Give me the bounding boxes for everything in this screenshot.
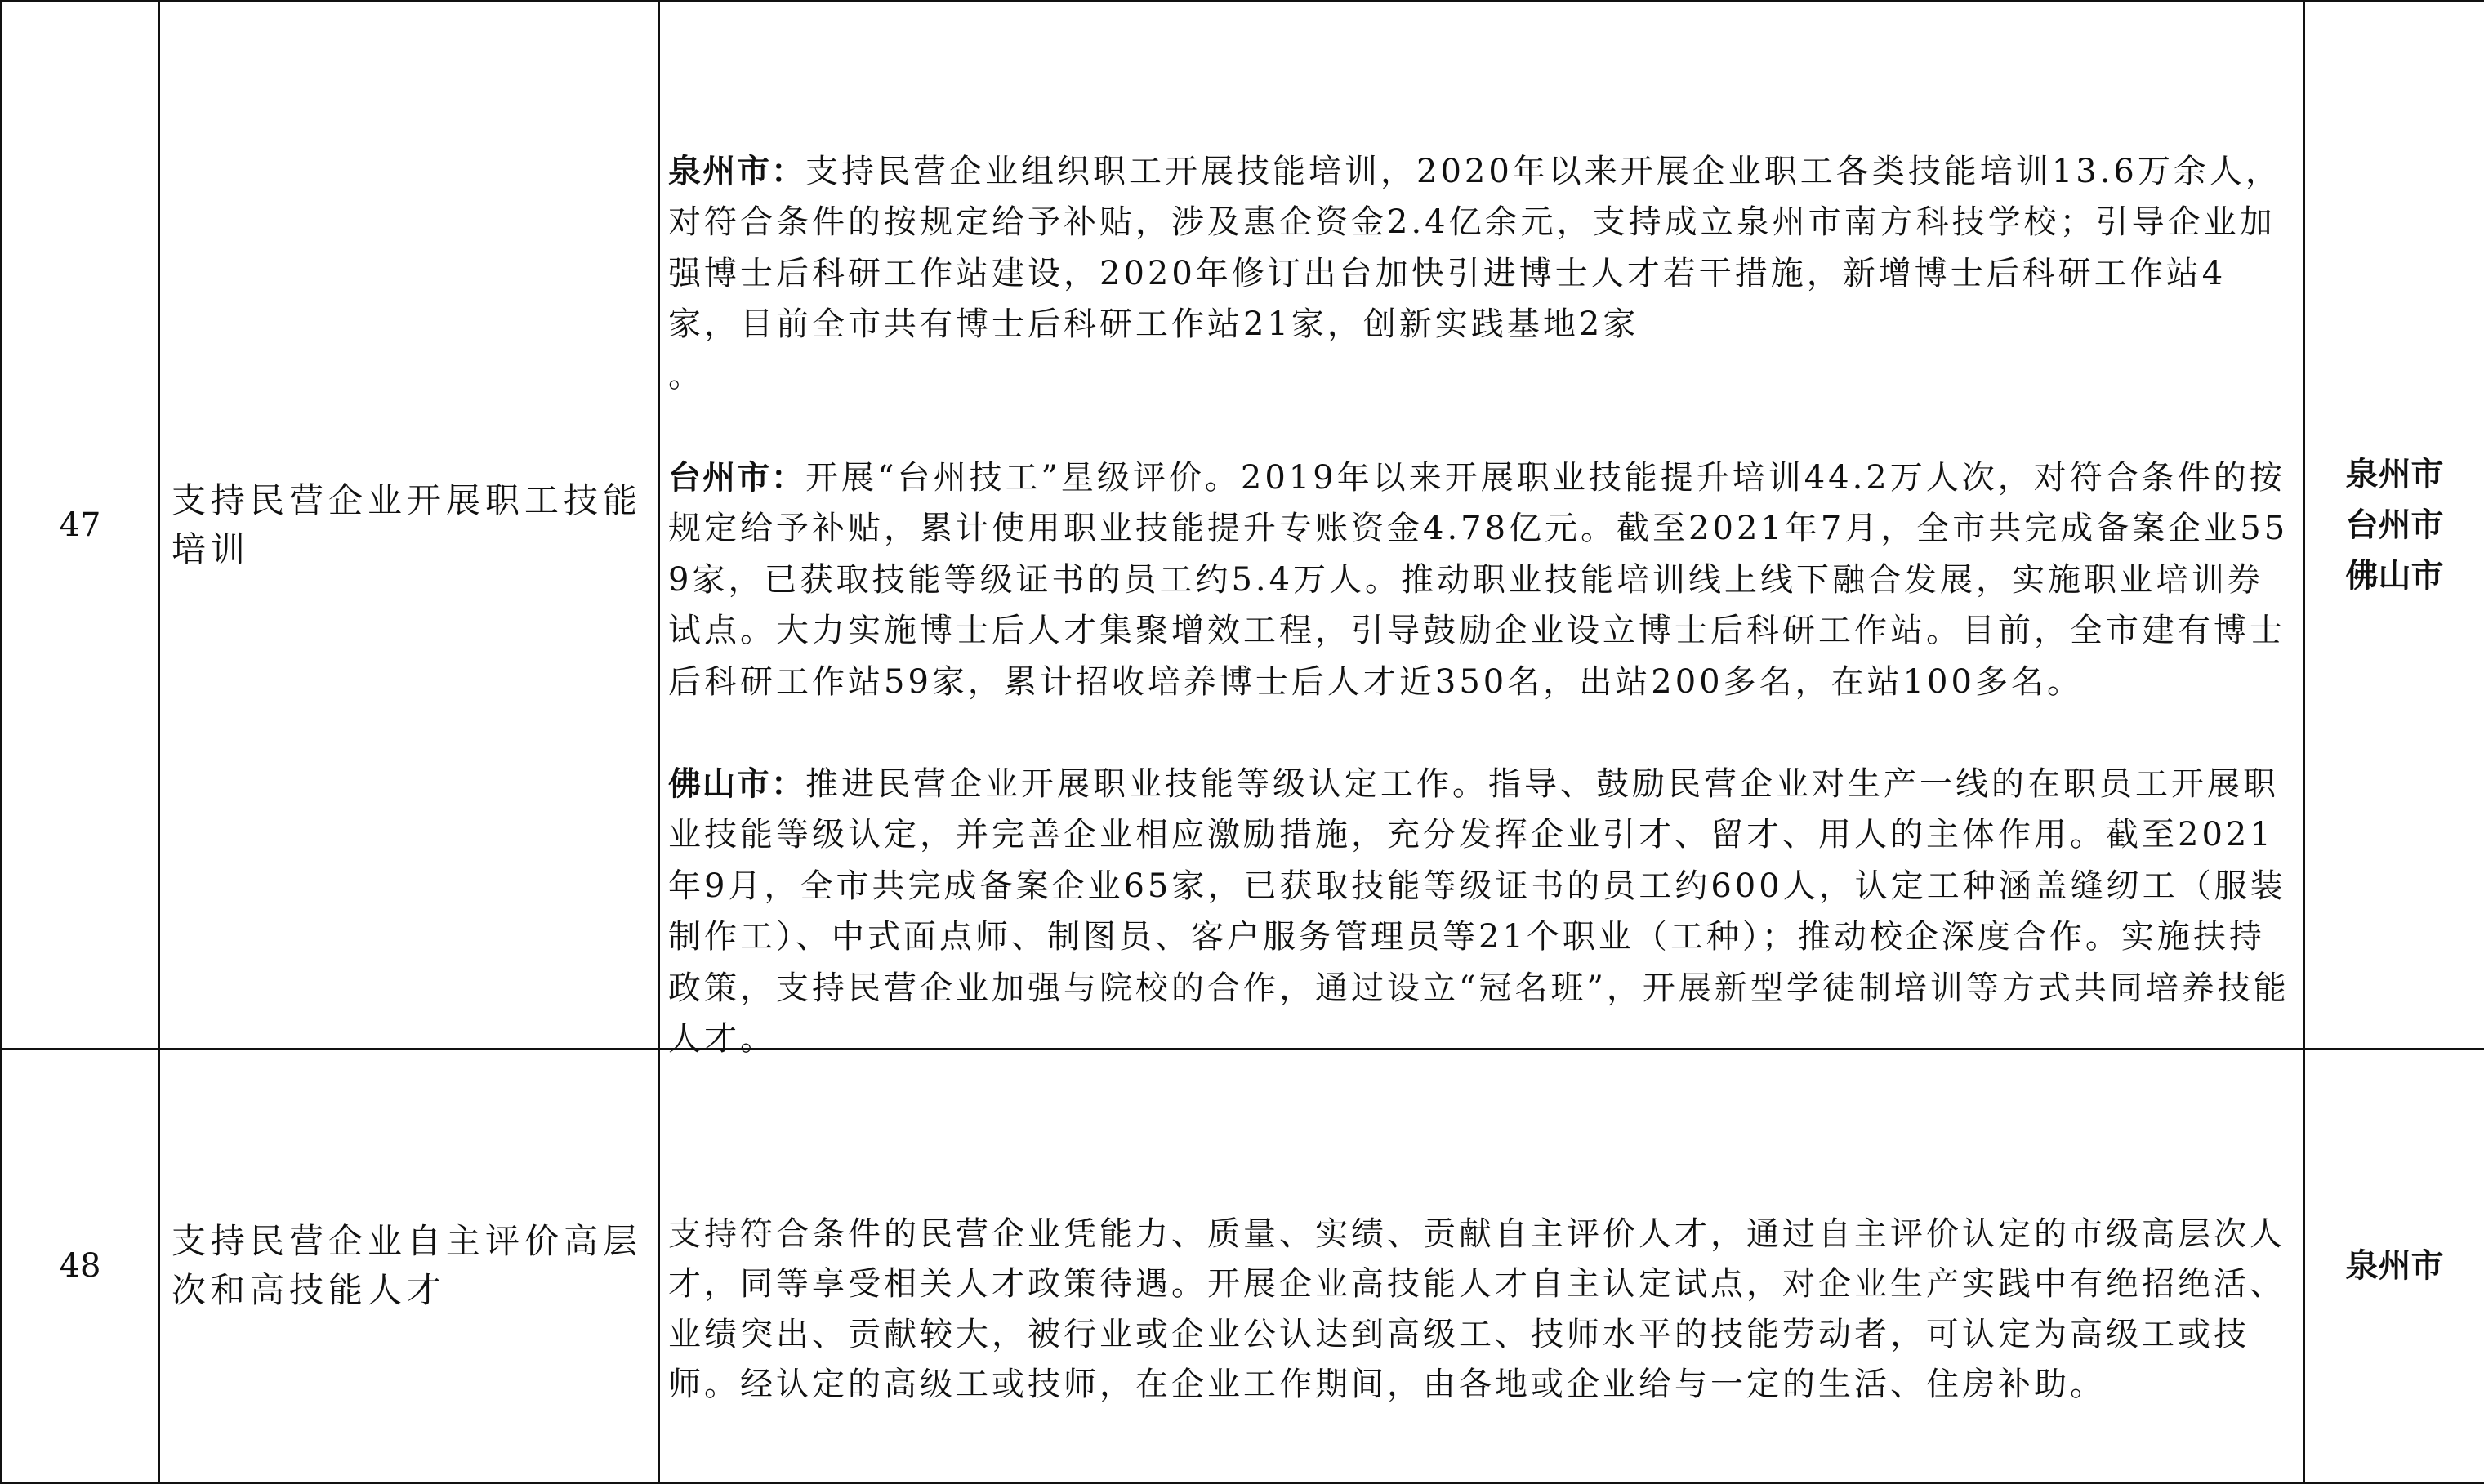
city-name: 泉州市 [2305,1241,2484,1291]
detail-paragraph [668,452,2298,708]
row-number: 48 [2,1049,159,1483]
detail-paragraph [668,759,2298,1065]
applicable-cities [2304,2,2484,1049]
city-name: 泉州市 [2305,449,2484,500]
detail-paragraph [668,1210,2298,1410]
city-label: 泉州市： [668,153,805,190]
applicable-cities [2304,1049,2484,1483]
city-label: 台州市： [668,459,805,497]
measure-title: 支持民营企业开展职工技能培训 [159,2,659,1049]
table-row [2,2,2484,1049]
paragraph-text: 支持符合条件的民营企业凭能力、质量、实绩、贡献自主评价人才，通过自主评价认定的市级高层次人才，同等享受相关人才政策待遇。开展企业高技能人才自主认定试点，对企业生产实践中有绝招绝活、业绩突出、贡献较大，被行业或企业公认达到高级工、技师水平的技能劳动者，可认定为高级工或技师。经认定的高级工或技师，在企业工作期间，由各地或企业给与一定的生活、住房补助。 [668,1215,2286,1404]
measure-details [659,2,2304,1049]
details-text-block [668,95,2298,1116]
table-row [2,1049,2484,1483]
paragraph-text: 开展“台州技工”星级评价。2019年以来开展职业技能提升培训44.2万人次，对符合条件的按规定给予补贴，累计使用职业技能提升专账资金4.78亿元。截至2021年7月，全市共完成备案企业559家，已获取技能等级证书的员工约5.4万人。推动职业技能培训线上线下融合发展，实施职业培训券试点。大力实施博士后人才集聚增效工程，引导鼓励企业设立博士后科研工作站。目前，全市建有博士后科研工作站59家，累计招收培养博士后人才近350名，出站200多名，在站100多名。 [668,459,2288,701]
city-name: 佛山市 [2305,550,2484,601]
paragraph-text: 推进民营企业开展职业技能等级认定工作。指导、鼓励民营企业对生产一线的在职员工开展职业技能等级认定，并完善企业相应激励措施，充分发挥企业引才、留才、用人的主体作用。截至2021年9月，全市共完成备案企业65家，已获取技能等级证书的员工约600人，认定工种涵盖缝纫工（服装制作工）、中式面点师、制图员、客户服务管理员等21个职业（工种）；推动校企深度合作。实施扶持政策，支持民营企业加强与院校的合作，通过设立“冠名班”，开展新型学徒制培训等方式共同培养技能人才。 [668,765,2290,1058]
measure-details [659,1049,2304,1483]
details-text-block [668,1159,2298,1460]
city-name: 台州市 [2305,500,2484,550]
detail-paragraph [668,146,2298,402]
measure-title: 支持民营企业自主评价高层次和高技能人才 [159,1049,659,1483]
row-number: 47 [2,2,159,1049]
city-label: 佛山市： [668,765,805,803]
paragraph-text: 支持民营企业组织职工开展技能培训，2020年以来开展企业职工各类技能培训13.6万余人，对符合条件的按规定给予补贴，涉及惠企资金2.4亿余元，支持成立泉州市南方科技学校；引导企业加强博士后科研工作站建设，2020年修订出台加快引进博士人才若干措施，新增博士后科研工作站4家，目前全市共有博士后科研工作站21家，创新实践基地2家 。 [668,153,2281,394]
